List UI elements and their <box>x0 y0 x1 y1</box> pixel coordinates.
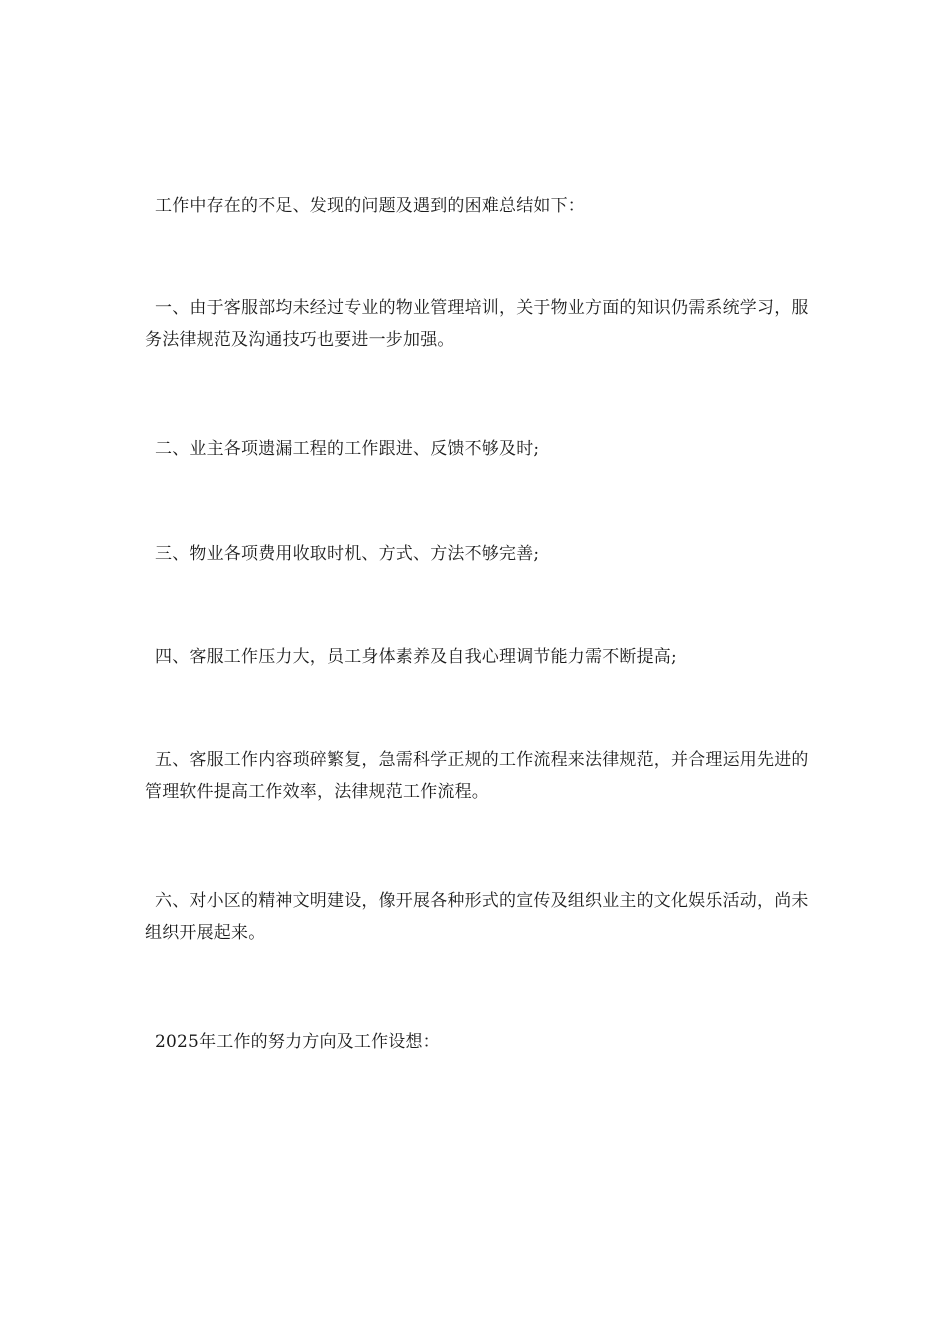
paragraph-item-3: 三、物业各项费用收取时机、方式、方法不够完善; <box>155 544 540 564</box>
paragraph-item-6: 六、对小区的精神文明建设，像开展各种形式的宣传及组织业主的文化娱乐活动，尚未组织开展起来。 <box>145 891 809 943</box>
paragraph-item-2: 二、业主各项遗漏工程的工作跟进、反馈不够及时; <box>155 439 540 459</box>
paragraph-item-4: 四、客服工作压力大，员工身体素养及自我心理调节能力需不断提高; <box>155 647 677 667</box>
paragraph-intro: 工作中存在的不足、发现的问题及遇到的困难总结如下： <box>155 196 585 216</box>
paragraph-item-5: 五、客服工作内容琐碎繁复，急需科学正规的工作流程来法律规范，并合理运用先进的管理软件提高工作效率，法律规范工作流程。 <box>145 750 809 802</box>
paragraph-next-year-heading: 2025年工作的努力方向及工作设想： <box>155 1032 440 1052</box>
paragraph-item-1: 一、由于客服部均未经过专业的物业管理培训，关于物业方面的知识仍需系统学习，服务法律规范及沟通技巧也要进一步加强。 <box>145 298 809 350</box>
